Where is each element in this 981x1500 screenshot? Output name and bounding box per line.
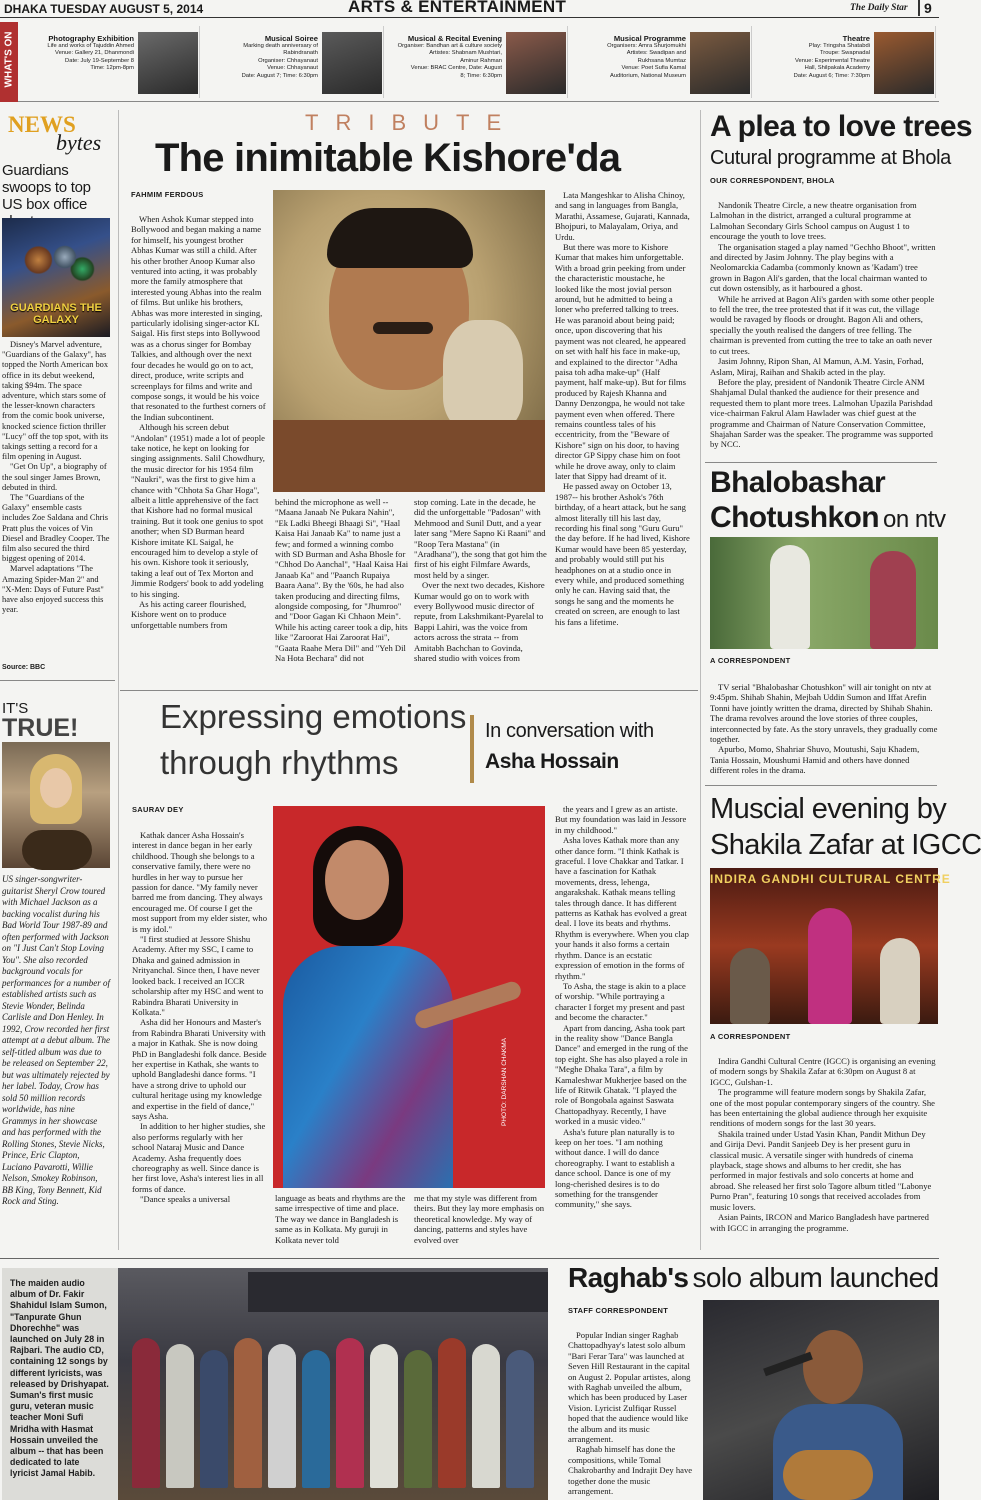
event-detail: Venue: Experimental Theatre [795, 57, 870, 64]
person-figure [472, 1344, 500, 1488]
paragraph: me that my style was different from theirs. But they lay more emphasis on theoretical knowledge. My way of dancing, patterns and styles have evolved over [414, 1193, 545, 1245]
shakila-photo [710, 868, 951, 1024]
asha-column-4 [555, 804, 690, 1250]
paragraph: Nandonik Theatre Circle, a new theatre organisation from Lalmohan in the district, arranged a cultural programme at Lalmohan Secondary Girls School campus on August 1 to encourage the youth to love trees. [710, 200, 917, 242]
paper-name: The Daily Star [850, 3, 908, 13]
newsbytes-logo-bottom: bytes [56, 130, 102, 155]
paragraph: Jasim Johnny, Ripon Shan, Al Mamun, A.M. Yasin, Forhad, Aslam, Miraj, Raihan and Shakib acted in the play. [710, 356, 924, 377]
raghab-face [803, 1330, 863, 1404]
tribute-column-2 [275, 497, 409, 685]
event-text [390, 34, 502, 80]
paragraph: The organisation staged a play named "Gechho Bhoot", written and directed by Jasim Johnny. The play begins with a Neolomarckia Cadamba (commonly known as 'Kadam') tree grown in Bagon Ali's garden, that the local chairman wanted to cut down ostensibly, as it harboured a ghost. [710, 241, 936, 294]
event-detail: 8; Time: 6:30pm [460, 72, 502, 79]
paragraph: Although his screen debut "Andolan" (1951) made a lot of people take notice, he kept on looking for singing assignments. Salil Chowdhury, the music director for his 1954 film "Naukri", was the first to give him a chance with "Chhota Sa Ghar Hoga", albeit a little apprehensive of the fact that Kishore had no formal musical training. But it took one genius to spot another; when SD Burman heard Kishore imitate KL Saigal, he encouraged him to develop a style of his own. Kishore took it seriously, taking a leaf out of Tex Morton and Jimmie Rodgers' book to add yodeling to his singing. [131, 422, 265, 599]
kishore-moustache [373, 322, 433, 334]
album-caption: The maiden audio album of Dr. Fakir Shahidul Islam Sumon, "Tanpurate Ghun Dhorechhe" was launched on July 28 in Rajbari. The audio CD, containing 12 songs by different lyricists, was released by Drishyapat. Suman's first music guru, veteran music teacher Moni Sufi Mridha with Hasmat Hossain unveiled the album -- that has been dedicated to late lyricist Jamal Habib. [10, 1278, 109, 1479]
album-box [2, 1268, 548, 1500]
paragraph: Disney's Marvel adventure, "Guardians of the Galaxy", has topped the North American box office in its debut weekend, taking $94m. The space adventure, which stars some of the lesser-known characters from the comic book universe, knocked science fiction thriller "Lucy" off the top spot, with its takings setting a record for a film opening in August. [2, 340, 109, 462]
column-rule [118, 110, 119, 1250]
raghab-body [568, 1330, 696, 1500]
photo-credit: PHOTO: DARSHAN CHAKMA [501, 1037, 508, 1126]
masthead-date: DHAKA TUESDAY AUGUST 5, 2014 [4, 2, 204, 16]
paragraph: Popular Indian singer Raghab Chattopadhyay's latest solo album "Bari Ferar Tara" was launched at Seven Hill Restaurant in the capital on August 2. Popular artistes, along with Raghab unveiled the album, which has been produced by Laser Vision. Lyricist Zulfiqar Russel hoped that the audience would like the album and its music arrangement. [568, 1330, 691, 1445]
asha-headline-1: Expressing emotions [160, 698, 467, 735]
actress-figure [870, 551, 916, 649]
person-figure [268, 1344, 296, 1488]
event-detail: Auditorium, National Museum [609, 72, 686, 79]
paragraph: The "Guardians of the Galaxy" ensemble casts includes Zoe Saldana and Chris Pratt plus the voices of Vin Diesel and Bradley Cooper. The film also secured the third biggest opening of 2014. [2, 493, 110, 564]
divider [705, 785, 937, 786]
event-detail: Venue: BRAC Centre, Date: August [410, 65, 502, 72]
asha-face [325, 840, 389, 920]
paragraph: "Get On Up", a biography of the soul singer James Brown, debuted in third. [2, 462, 107, 492]
paragraph: language as beats and rhythms are the same irrespective of time and place. The way we dance in Bangladesh is same as in Kolkata. My guruji in Kolkata never told [275, 1193, 406, 1245]
event-detail: Organiser: Chhayanaut [258, 57, 318, 64]
asha-byline: SAURAV DEY [132, 805, 184, 814]
paragraph: Indira Gandhi Cultural Centre (IGCC) is organising an evening of modern songs by Shakila Zafar at 6:30pm on August 8 at IGCC, Gulshan-1. [710, 1056, 936, 1087]
whats-on-strip [0, 22, 939, 102]
event-detail: Organiser: Bandhan art & culture society [397, 43, 502, 49]
paragraph: Asha's future plan naturally is to keep on her toes. "I am nothing without dance. I will do dance choreography. I want to establish a dance school. Dance is one of my long-cherished desires is to do something for the transgender community," she says. [555, 1126, 675, 1210]
paragraph: To Asha, the stage is akin to a place of worship. "While portraying a character I forget my present and past and become the character." [555, 980, 686, 1023]
bhalobashar-byline: A CORRESPONDENT [710, 656, 791, 665]
event-item [204, 26, 384, 98]
its-true-bottom: TRUE! [2, 714, 79, 742]
paragraph: Asha loves Kathak more than any other dance form. "I think Kathak is graceful. I love Chakkar and Tatkar. I have a fascination for Kathak movements, dress, lehenga, angarakshak. Kathak means telling tales through dance. It has different patterns as Kathak has evolved a great deal. I love its beats and rhythms. Rhythm is everywhere. When you clap your hands it also forms a certain rhythm. Dance is an ecstatic expression of emotion in the forms of rhythm." [555, 835, 689, 981]
event-title: Theatre [842, 34, 870, 43]
shakila-headline-2: Shakila Zafar at IGCC [710, 829, 981, 861]
shakila-byline: A CORRESPONDENT [710, 1032, 791, 1041]
newsbytes-headline: Guardians swoops to top US box office [2, 162, 91, 213]
event-detail: Date: August 7; Time: 6:30pm [241, 72, 318, 79]
poster-figures [12, 236, 100, 296]
trees-subhead: Cutural programme at Bhola [710, 147, 951, 169]
kishore-photo [273, 190, 545, 492]
event-detail: Rabindranath [283, 50, 318, 57]
paragraph: Apart from dancing, Asha took part in the reality show "Dance Bangla Dance" and emerged in the rung of the top eight. She has also played a role in "Meghe Dhaka Tara", a film by Kamaleshwar Mukherjee based on the life of Ritwik Ghatak. "I played the role of Bongobala against Saswata Chattopadhyay. Recently, I have worked in a music video." [555, 1022, 688, 1127]
raghab-headline [568, 1262, 939, 1294]
asha-headline-2: through rhythms [160, 744, 399, 781]
shakila-body [710, 1056, 938, 1252]
guitar-shape [783, 1450, 873, 1500]
asha-column-1 [132, 830, 267, 1246]
bhalobashar-body [710, 682, 938, 782]
paragraph: The programme will feature modern songs by Shakila Zafar, one of the most popular contemporary singers of the country. She has been entertaining the global audience through her exquisite renditions of modern songs for the last 30 years. [710, 1087, 935, 1129]
poster-title: GUARDIANS THE GALAXY [10, 302, 102, 326]
igcc-banner: INDIRA GANDHI CULTURAL CENTRE [710, 872, 951, 886]
guardians-poster [2, 218, 110, 337]
paragraph: Kathak dancer Asha Hossain's interest in dance began in her early childhood. Though she belongs to a conservative family, there were no hurdles in her way to pursue her passion for dance. "My family never barred me from dancing. They always encouraged me. Of course I get the most support from my elder sister, who is my idol." [132, 830, 267, 934]
event-text [206, 34, 318, 80]
divider [120, 690, 698, 691]
bhalobashar-photo [710, 537, 938, 649]
newsbytes-logo-top: NEWS [8, 112, 76, 137]
asha-photo [273, 806, 545, 1188]
tribute-kicker: TRIBUTE [305, 110, 519, 135]
person-figure [404, 1350, 432, 1488]
person-figure [200, 1350, 228, 1488]
tribute-column-3 [414, 497, 547, 685]
album-launch-photo [118, 1268, 548, 1500]
person-figure [132, 1338, 160, 1488]
sheryl-crow-photo [2, 742, 110, 868]
event-detail: Date: August 6; Time: 7:30pm [793, 72, 870, 79]
event-thumbnail [874, 32, 934, 94]
person-figure [370, 1344, 398, 1488]
trees-body [710, 200, 938, 460]
paragraph: Marvel adaptations "The Amazing Spider-Man 2" and "X-Men: Days of Future Past" have also enjoyed success this year. [2, 564, 104, 615]
event-thumbnail [506, 32, 566, 94]
paragraph: Before the play, president of Nandonik Theatre Circle ANM Shahjamal Dulal thanked the audience for their presence and requested them to plant more trees. Lalmohan Upazila Parishdad vice-chairman Fakrul Alam Hawlader was chief guest at the programme and Chairman of Nature Conservation Committee, Shajahan Sarder was the speaker. The programme was supported by NCC. [710, 376, 933, 450]
raghab-head-bold: Raghab's [568, 1262, 689, 1293]
paragraph: Apurbo, Momo, Shahriar Shuvo, Moutushi, Saju Khadem, Tania Hossain, Moushumi Hamid and others have donned different roles in the drama. [710, 744, 920, 776]
tribute-byline: FAHMIM FERDOUS [131, 190, 204, 199]
event-detail: Marking death anniversary of [243, 43, 318, 49]
bhalobashar-title-line2 [710, 501, 945, 535]
event-title: Musical Soiree [264, 34, 318, 43]
masthead [0, 0, 939, 18]
event-item [756, 26, 936, 98]
guitar-shape [22, 830, 92, 870]
newsbytes-source: Source: BBC [2, 664, 46, 671]
raghab-head-rest: solo album launched [692, 1262, 939, 1293]
event-item [572, 26, 752, 98]
paragraph: behind the microphone as well -- "Maana Janaab Ne Pukara Nahin", "Ek Ladki Bheegi Bhaagi Si", "Haal Kaisa Hai Janaab Ka" to name just a few; and formed a winning combo with SD Burman and Asha Bhosle for "Chhod Do Aanchal", "Haal Kaisa Hai Janaab Ka" and "Paanch Rupaiya Baara Aana". By the '60s, he had also taken producing and directing films, alongside composing, for "Jhumroo" and "Door Gagan Ki Chhaon Mein". While his acting career took a dip, hits like "Zaroorat Hai Zaroorat Hai", "Gaata Raahe Mera Dil" and "Yeh Dil Na Hota Bechara" did not [275, 497, 409, 664]
page-number: 9 [918, 0, 932, 16]
paragraph: In addition to her higher studies, she also performs regularly with her school Nataraj Music and Dance Academy. Asha frequently does choreography as well. Since dance is her first love, Asha's interest lies in all forms of dance. [132, 1121, 266, 1194]
asha-deck-1: In conversation with [485, 720, 654, 742]
event-item [388, 26, 568, 98]
event-detail: Venue: Chhayanaut [267, 65, 318, 72]
paragraph: When Ashok Kumar stepped into Bollywood and began making a name for himself, his youngest brother Abhas Kumar was still a child. After his other brother Anoop Kumar also ventured into acting, it was probably more the family atmosphere that interested young Abhas into the realm of films. But unlike his brothers, Abhas was more interested in singing, particularly idolising singer-actor KL Saigal. His first steps into Bollywood was as a chorus singer for Bombay Talkies, and although over the next four decades he would go on to act, direct, produce, write scripts and screenplays for films and write and compose songs, it would be his voice that resonated to the furthest corners of the Indian subcontinent. [131, 214, 266, 422]
section-title: ARTS & ENTERTAINMENT [348, 0, 567, 16]
newsbytes-logo [6, 112, 106, 158]
actor-figure [770, 545, 810, 649]
paragraph: Shakila trained under Ustad Yasin Khan, Pandit Mithun Dey and Girija Devi. Pandit Sanjeeb Dey is her present guru in classical music. A versatile singer with hundreds of cinema playback, stage shows and albums to her credit, she has performed in major festivals and solo concerts at home and abroad. She released her first solo Tagore album titled "Labonye Purno Pran", featuring 10 songs that received accolades from music lovers. [710, 1128, 932, 1212]
deck-rule [470, 715, 474, 783]
paragraph: He passed away on October 13, 1987-- his brother Ashok's 76th birthday, of a heart attack, but he sang almost literally till his last day, recording his final song "Guru Guru" the day before. If he had lived, Kishore Kumar would have been 85 yesterday, and probably would still put his headphones on at a studio once in every while, and produced something only he can. Having said that, the songs he sang and the moments he created on screen, are enough to last his fans a lifetime. [555, 481, 690, 627]
paragraph: "I first studied at Jessore Shishu Academy. After my SSC, I came to Dhaka and gained admission in Nrityanchal. Since then, I have never looked back. I received an ICCR scholarship after my HSC and went to Rabindra Bharati University in Kolkata." [132, 934, 264, 1017]
paragraph: Asian Paints, IRCON and Marico Bangladesh have partnered with IGCC in arranging the programme. [710, 1212, 929, 1233]
event-detail: Troupe: Swapnadal [819, 50, 870, 57]
raghab-byline: STAFF CORRESPONDENT [568, 1306, 669, 1315]
event-detail: Play: Tringsha Shatabdi [808, 43, 870, 49]
person-figure [302, 1350, 330, 1488]
raghab-photo [703, 1300, 939, 1500]
sheryl-face [40, 768, 72, 808]
event-thumbnail [138, 32, 198, 94]
musician-figure [880, 938, 920, 1024]
tribute-column-4 [555, 190, 690, 684]
kishore-hair [327, 208, 473, 268]
its-true-top: IT'S [2, 700, 29, 717]
bhalobashar-title-3: on ntv [882, 506, 946, 533]
paragraph: While he arrived at Bagon Ali's garden with some other people to fell the tree, the tree protested that if it was cut, the village would be ravaged by floods or drought. Bagon Ali and others, specially the youth realised the dangers of tree felling. The chairman is prevented from cutting the tree to take an oath never to cut trees. [710, 293, 935, 356]
asha-saree [283, 946, 453, 1188]
person-figure [166, 1344, 194, 1488]
event-detail: Date: July 19-September 8 [65, 57, 134, 64]
bhalobashar-title-1: Bhalobashar [710, 466, 886, 499]
event-text [22, 34, 134, 73]
column-rule [700, 110, 701, 1250]
event-detail: Organisers: Amra Shurjomukhi [607, 43, 686, 49]
tribute-headline: The inimitable Kishore'da [155, 136, 621, 180]
paragraph: Lata Mangeshkar to Alisha Chinoy, and sang in languages from Bangla, Marathi, Assamese, Gujarati, Kannada, Bhojpuri, to Malayalam, Oriya, and Urdu. [555, 190, 690, 242]
event-text [574, 34, 686, 80]
asha-deck-2: Asha Hossain [485, 750, 619, 773]
paragraph: the years and I grew as an artiste. But my foundation was laid in Jessore in my childhood." [555, 804, 687, 835]
paragraph: As his acting career flourished, Kishore went on to produce unforgettable numbers from [131, 599, 247, 630]
event-thumbnail [690, 32, 750, 94]
paragraph: Raghab himself has done the compositions, while Tomal Chakrobarthy and Indrajit Dey have together done the music arrangement. [568, 1444, 693, 1497]
event-title: Photography Exhibition [48, 34, 134, 43]
divider [0, 680, 115, 681]
backdrop-banner [248, 1272, 548, 1312]
person-figure [506, 1350, 534, 1488]
event-detail: Rukhsana Mumtaz [637, 57, 686, 64]
trees-byline: OUR CORRESPONDENT, BHOLA [710, 176, 835, 185]
divider [705, 462, 937, 463]
its-true-logo [2, 700, 112, 742]
event-thumbnail [322, 32, 382, 94]
person-figure [438, 1338, 466, 1488]
event-detail: Artistes: Swadipan and [626, 50, 686, 57]
tribute-column-1 [131, 214, 266, 684]
event-item [20, 26, 200, 98]
event-detail: Artistes: Shabnam Mushtari, [429, 50, 502, 57]
event-detail: Time: 12pm-8pm [90, 65, 134, 72]
kishore-shirt [273, 420, 545, 492]
paragraph: Asha did her Honours and Master's from Rabindra Bharati University with a major in Kathak. She is now doing PhD in Bangladeshi folk dance. Beside her expertise in Kathak, she wants to uphold Bangladeshi dance forms. "I have a strong drive to uphold our cultural heritage using my knowledge and expertise in the field of dance," says Asha. [132, 1017, 267, 1121]
trees-headline: A plea to love trees [710, 110, 972, 143]
paragraph: Over the next two decades, Kishore Kumar would go on to work with every Bollywood music director of repute, from Lakshmikant-Pyarelal to Bappi Lahiri, was the voice from actors across the strata -- from Amitabh Bachchan to Govinda, shared studio with voices from [414, 580, 545, 664]
shakila-headline-1: Muscial evening by [710, 793, 947, 825]
bhalobashar-title-2: Chotushkon [710, 501, 879, 534]
person-figure [234, 1338, 262, 1488]
event-text [758, 34, 870, 80]
paragraph: "Dance speaks a universal [140, 1194, 231, 1205]
divider [0, 1258, 939, 1259]
event-detail: Life and works of Tajuddin Ahmed [47, 43, 134, 49]
its-true-body: US singer-songwriter-guitarist Sheryl Crow toured with Michael Jackson as a backing vocalist during his Bad World Tour 1987-89 and often performed with Jackson on "I Just Can't Stop Loving You". She also recorded background vocals for performances for a number of established artists such as Stevie Wonder, Belinda Carlisle and Don Henley. In 1992, Crow recorded her first attempt at a debut album. The self-titled album was due to be released on September 22, but was ultimately rejected by her label. Today, Crow has sold 50 million records worldwide, has nine Grammys in her showcase and has performed with the Rolling Stones, Stevie Nicks, Prince, Eric Clapton, Luciano Pavarotti, Willie Nelson, Smokey Robinson, BB King, Tony Bennett, Kid Rock and Sting. [2, 874, 110, 1206]
paragraph: TV serial "Bhalobashar Chotushkon" will air tonight on ntv at 9:45pm. Shihab Shahin, Mejbah Uddin Sumon and Iffat Arefin Tonni have jointly written the drama, directed by Shihab Shahin. The drama revolves around the love stories of three couples, interconnected by fate. As the story unravels, they gradually come together. [710, 682, 938, 745]
event-title: Musical Programme [613, 34, 686, 43]
paragraph: But there was more to Kishore Kumar that makes him unforgettable. With a broad grin peeking from under the characteristic moustache, he looked like the most jovial person around, but he admitted to being a loner who preferred talking to trees. He was paranoid about being paid; once, upon discovering that his payment was not cleared, he appeared on set with half his face in make-up, and explained to the director "Adha paisa toh adha make-up" (Half payment, half make-up). But for films produced by Rajesh Khanna and Danny Denzongpa, he would not take payment even when offered. There remains countless tales of his eccentricity, from the "Beware of Kishore" sign on his door, to having director GP Sippy chase him on foot while he drove away, only to claim later that Sippy had dreamt of it. [555, 242, 687, 481]
paragraph: stop coming. Late in the decade, he did the unforgettable "Padosan" with Mehmood and Sunil Dutt, and a year later sang "Mere Sapno Ki Raani" and "Roop Tera Mastana" (in "Aradhana"), the song that got him the first of his eight Filmfare Awards, most held by a singer. [414, 497, 547, 580]
event-detail: Hall, Shilpakala Academy [804, 65, 870, 72]
event-detail: Venue: Poet Sufia Kamal [621, 65, 686, 72]
singer-figure [808, 908, 852, 1024]
event-detail: Venue: Gallery 21, Dhanmondi [55, 50, 134, 57]
event-title: Musical & Recital Evening [407, 34, 502, 43]
person-figure [336, 1338, 364, 1488]
asha-column-3 [414, 1193, 547, 1253]
skull-prop [443, 320, 523, 430]
musician-figure-2 [730, 948, 770, 1024]
newsbytes-body [2, 340, 110, 660]
whats-on-label: WHAT'S ON [0, 22, 18, 102]
asha-column-2 [275, 1193, 407, 1253]
event-detail: Aminur Rahman [460, 57, 502, 64]
